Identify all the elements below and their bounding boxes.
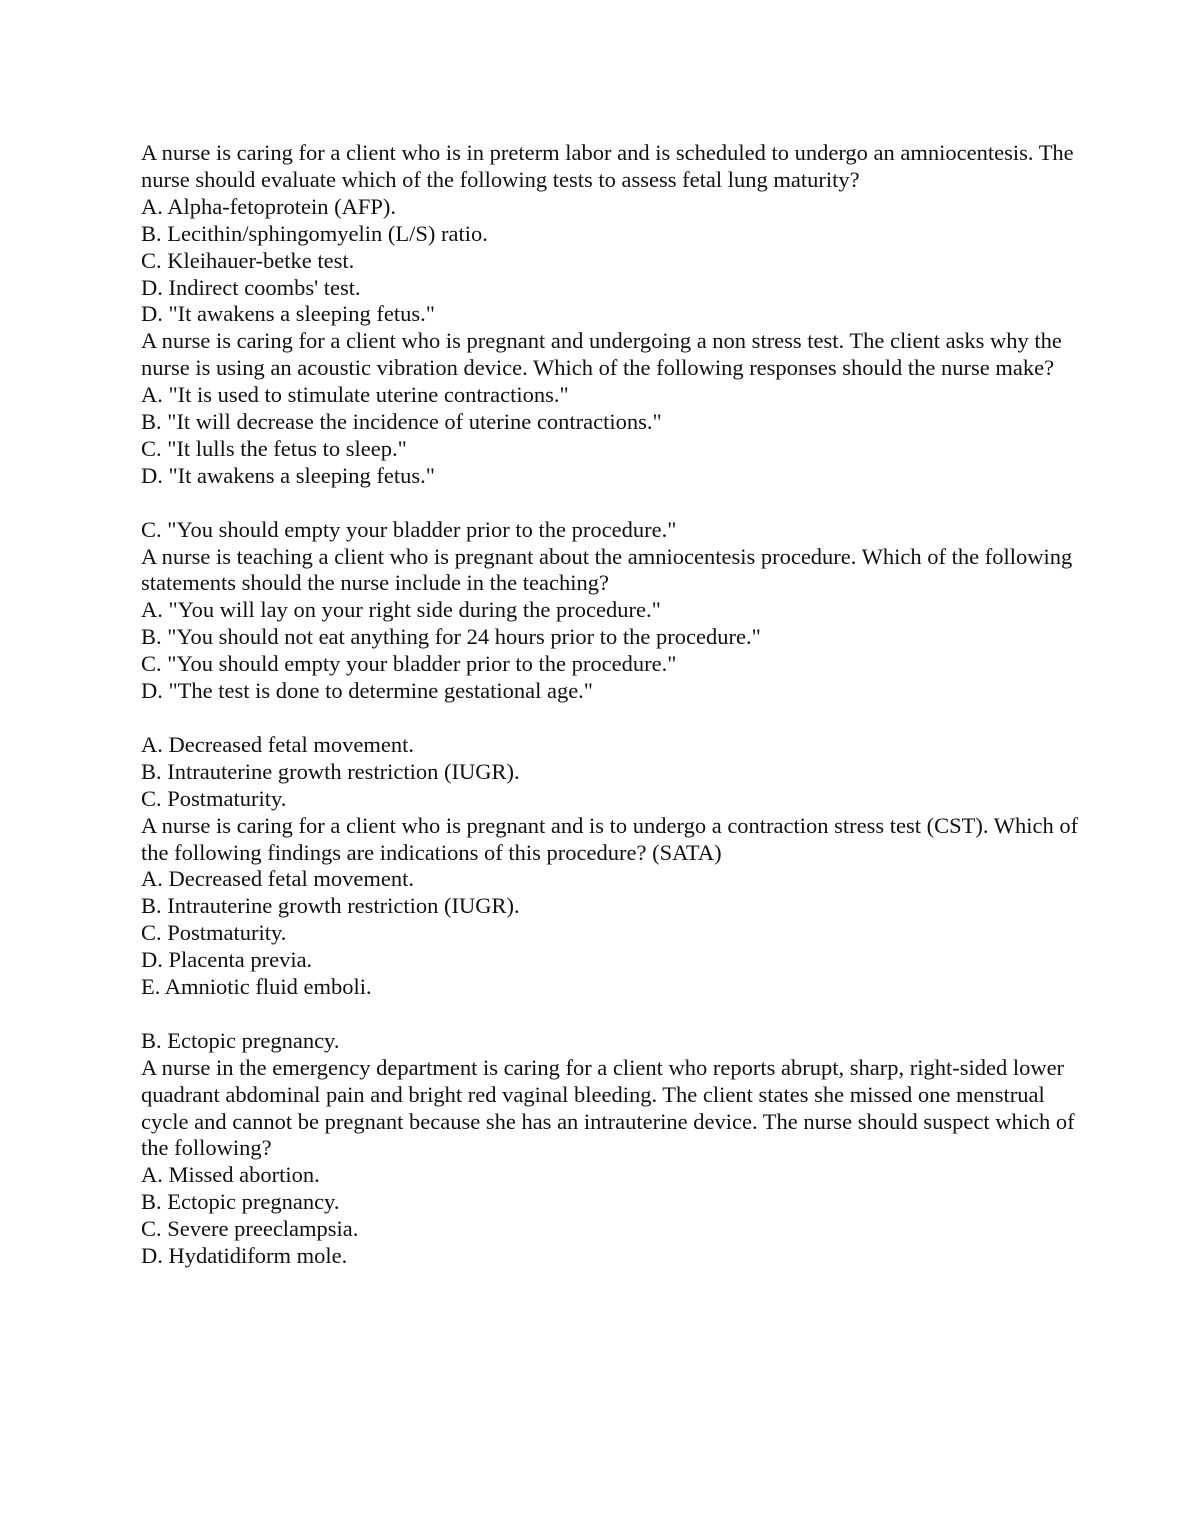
document-page: [141, 140, 1081, 1270]
question-block-4: [141, 732, 1081, 1001]
blank-line: [141, 705, 1081, 732]
answer-line: B. Ectopic pregnancy.: [141, 1027, 340, 1053]
option: B. Lecithin/sphingomyelin (L/S) ratio.: [141, 220, 488, 246]
question-block-5: [141, 1028, 1081, 1270]
question-block-2: [141, 328, 1081, 489]
option: D. Indirect coombs' test.: [141, 274, 361, 300]
option: A. "You will lay on your right side during the procedure.": [141, 597, 661, 623]
answer-line: C. Postmaturity.: [141, 785, 287, 811]
option: D. "It awakens a sleeping fetus.": [141, 462, 435, 488]
option: D. "The test is done to determine gestational age.": [141, 678, 593, 704]
option: C. Kleihauer-betke test.: [141, 247, 355, 273]
answer-line: B. Intrauterine growth restriction (IUGR).: [141, 758, 520, 784]
option: E. Amniotic fluid emboli.: [141, 974, 372, 1000]
option: D. Hydatidiform mole.: [141, 1243, 348, 1269]
question-text: A nurse is caring for a client who is pregnant and undergoing a non stress test. The client asks why the nurse is using an acoustic vibration device. Which of the following responses should the nurse make?: [141, 328, 1062, 381]
question-text: A nurse in the emergency department is caring for a client who reports abrupt, sharp, right-sided lower quadrant abdominal pain and bright red vaginal bleeding. The client states she missed one menstrual cycle and cannot be pregnant because she has an intrauterine device. The nurse should suspect which of the following?: [141, 1054, 1075, 1161]
blank-line: [141, 1001, 1081, 1028]
option: B. Intrauterine growth restriction (IUGR).: [141, 893, 520, 919]
option: B. "You should not eat anything for 24 hours prior to the procedure.": [141, 624, 761, 650]
option: D. "It awakens a sleeping fetus.": [141, 301, 435, 327]
question-block-3: [141, 517, 1081, 705]
option: C. "You should empty your bladder prior to the procedure.": [141, 651, 677, 677]
option: B. Ectopic pregnancy.: [141, 1189, 340, 1215]
option: B. "It will decrease the incidence of uterine contractions.": [141, 409, 662, 435]
answer-line: A. Decreased fetal movement.: [141, 731, 414, 757]
option: A. Alpha-fetoprotein (AFP).: [141, 193, 396, 219]
option: A. Decreased fetal movement.: [141, 866, 414, 892]
option: A. Missed abortion.: [141, 1162, 320, 1188]
answer-line: C. "You should empty your bladder prior to the procedure.": [141, 516, 677, 542]
question-text: A nurse is caring for a client who is pregnant and is to undergo a contraction stress test (CST). Which of the following findings are indications of this procedure? (SATA): [141, 812, 1079, 865]
blank-line: [141, 490, 1081, 517]
question-text: A nurse is caring for a client who is in preterm labor and is scheduled to undergo an amniocentesis. The nurse should evaluate which of the following tests to assess fetal lung maturity?: [141, 140, 1074, 192]
question-block-1: [141, 140, 1081, 328]
option: C. Severe preeclampsia.: [141, 1216, 359, 1242]
option: D. Placenta previa.: [141, 947, 313, 973]
option: C. Postmaturity.: [141, 920, 287, 946]
option: A. "It is used to stimulate uterine contractions.": [141, 382, 569, 408]
question-text: A nurse is teaching a client who is pregnant about the amniocentesis procedure. Which of the following statements should the nurse include in the teaching?: [141, 543, 1073, 596]
option: C. "It lulls the fetus to sleep.": [141, 435, 407, 461]
